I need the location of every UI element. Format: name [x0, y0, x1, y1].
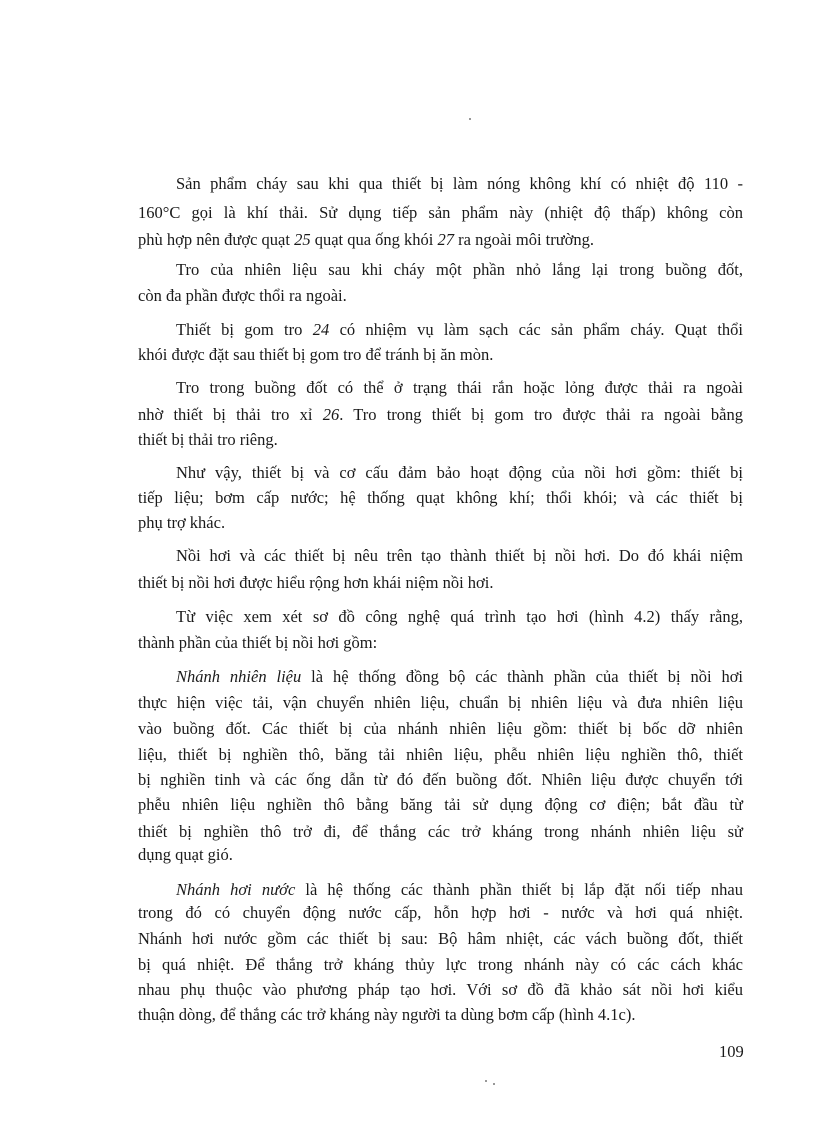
scan-speck: [493, 1083, 495, 1085]
text-segment: 160°C gọi là khí thải. Sử dụng tiếp sản phẩm này (nhiệt độ thấp) không còn: [138, 203, 743, 222]
text-segment: dụng quạt gió.: [138, 845, 233, 864]
text-segment: ra ngoài môi trường.: [454, 230, 595, 249]
text-segment: nhau phụ thuộc vào phương pháp tạo hơi. Với sơ đồ đã khảo sát nồi hơi kiểu: [138, 980, 743, 999]
text-segment: thuận dòng, để thắng các trở kháng này người ta dùng bơm cấp (hình 4.1c).: [138, 1005, 636, 1024]
text-line: [138, 719, 743, 739]
text-segment: nhờ thiết bị thải tro xỉ: [138, 405, 323, 424]
text-segment: Như vậy, thiết bị và cơ cấu đảm bảo hoạt động của nồi hơi gồm: thiết bị: [176, 463, 743, 482]
text-segment: thiết bị thải tro riêng.: [138, 430, 278, 449]
text-segment: Sản phẩm cháy sau khi qua thiết bị làm nóng không khí có nhiệt độ 110 -: [176, 174, 743, 193]
text-line: [138, 955, 743, 975]
text-segment: quạt qua ống khói: [310, 230, 438, 249]
text-line: [138, 980, 743, 1000]
scan-speck: [485, 1080, 487, 1082]
text-segment: phù hợp nên được quạt: [138, 230, 295, 249]
text-line: [176, 378, 743, 398]
text-line: [138, 929, 743, 949]
text-segment: trong đó có chuyển động nước cấp, hỗn hợp hơi - nước và hơi quá nhiệt.: [138, 903, 743, 922]
text-segment: bị nghiền tinh và các ống dẫn từ đó đến buồng đốt. Nhiên liệu được chuyển tới: [138, 770, 743, 789]
text-segment: thiết bị nghiền thô trở đi, để thắng các trở kháng trong nhánh nhiên liệu sử: [138, 822, 743, 841]
text-line: [138, 693, 743, 713]
text-segment: còn đa phần được thổi ra ngoài.: [138, 286, 347, 305]
text-segment: . Tro trong thiết bị gom tro được thải ra ngoài bằng: [339, 405, 743, 424]
text-segment: Từ việc xem xét sơ đồ công nghệ quá trình tạo hơi (hình 4.2) thấy rằng,: [176, 607, 743, 626]
text-line: [138, 822, 743, 842]
text-line: [176, 463, 743, 483]
text-segment: tiếp liệu; bơm cấp nước; hệ thống quạt không khí; thổi khói; và các thiết bị: [138, 488, 743, 507]
text-segment: phễu nhiên liệu nghiền thô bằng băng tải sử dụng động cơ điện; bắt đầu từ: [138, 795, 743, 814]
text-line: [138, 513, 743, 533]
italic-text: Nhánh hơi nước: [176, 880, 296, 899]
text-segment: Thiết bị gom tro: [176, 320, 313, 339]
text-segment: là hệ thống các thành phần thiết bị lắp đặt nối tiếp nhau: [295, 880, 743, 899]
text-segment: Nồi hơi và các thiết bị nêu trên tạo thành thiết bị nồi hơi. Do đó khái niệm: [176, 546, 743, 565]
text-line: [138, 795, 743, 815]
text-line: [138, 903, 743, 923]
text-segment: liệu, thiết bị nghiền thô, băng tải nhiên liệu, phễu nhiên liệu nghiền thô, thiết: [138, 745, 743, 764]
text-segment: có nhiệm vụ làm sạch các sản phẩm cháy. Quạt thổi: [329, 320, 743, 339]
text-segment: Tro của nhiên liệu sau khi cháy một phần nhỏ lắng lại trong buồng đốt,: [176, 260, 743, 279]
text-line: [138, 286, 743, 306]
text-line: [138, 770, 743, 790]
text-line: [176, 546, 743, 566]
text-segment: phụ trợ khác.: [138, 513, 226, 532]
page-number: 109: [719, 1042, 744, 1061]
text-segment: bị quá nhiệt. Để thắng trở kháng thủy lực trong nhánh này có các cách khác: [138, 955, 743, 974]
text-line: [176, 260, 743, 280]
text-line: [138, 1005, 743, 1025]
text-line: [138, 405, 743, 425]
text-segment: Tro trong buồng đốt có thể ở trạng thái rắn hoặc lỏng được thải ra ngoài: [176, 378, 743, 397]
italic-text: 26: [322, 405, 340, 424]
text-line: [138, 573, 743, 593]
text-line: [138, 430, 743, 450]
text-segment: khói được đặt sau thiết bị gom tro để tránh bị ăn mòn.: [138, 345, 494, 364]
text-line: [138, 488, 743, 508]
italic-text: 25: [294, 230, 311, 249]
text-line: [138, 230, 743, 250]
scan-speck: [469, 118, 471, 120]
text-segment: vào buồng đốt. Các thiết bị của nhánh nhiên liệu gồm: thiết bị bốc dỡ nhiên: [138, 719, 743, 738]
text-segment: thực hiện việc tải, vận chuyển nhiên liệu, chuẩn bị nhiên liệu và đưa nhiên liệu: [138, 693, 743, 712]
text-line: [176, 320, 743, 340]
text-line: [176, 607, 743, 627]
text-segment: Nhánh hơi nước gồm các thiết bị sau: Bộ hâm nhiệt, các vách buồng đốt, thiết: [138, 929, 743, 948]
text-line: [138, 203, 743, 223]
text-line: [138, 745, 743, 765]
italic-text: Nhánh nhiên liệu: [176, 667, 302, 686]
italic-text: 24: [312, 320, 330, 339]
text-segment: thiết bị nồi hơi được hiểu rộng hơn khái niệm nồi hơi.: [138, 573, 494, 592]
text-line: [176, 880, 743, 900]
text-line: [138, 845, 743, 865]
text-segment: là hệ thống đồng bộ các thành phần của thiết bị nồi hơi: [301, 667, 744, 686]
text-line: [138, 345, 743, 365]
italic-text: 27: [437, 230, 455, 249]
text-line: [176, 667, 743, 687]
text-line: [138, 633, 743, 653]
text-line: [176, 174, 743, 194]
text-segment: thành phần của thiết bị nồi hơi gồm:: [138, 633, 378, 652]
